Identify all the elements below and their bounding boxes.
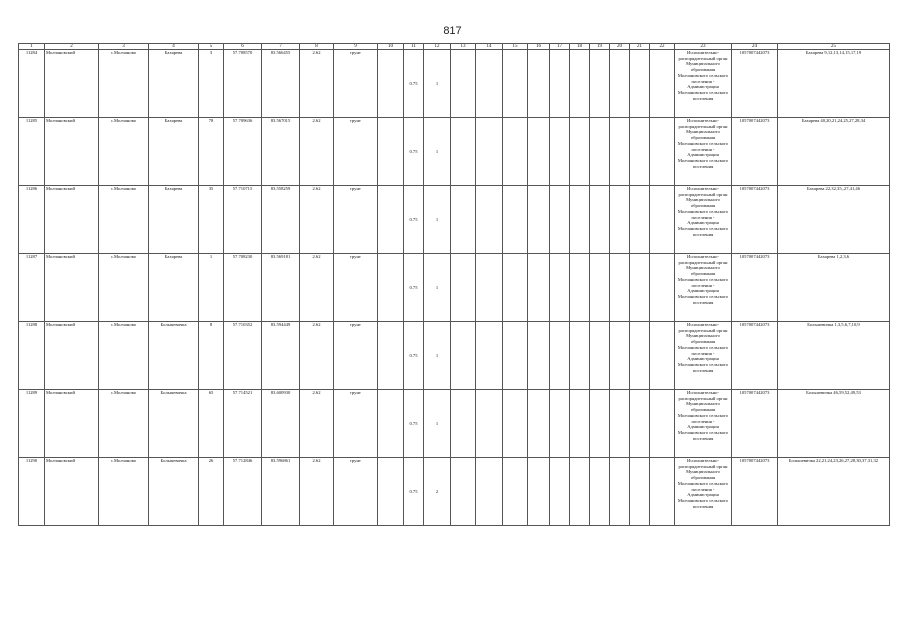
- empty-cell: [503, 458, 528, 526]
- street-name: Большевичка: [149, 458, 199, 526]
- empty-cell: [378, 390, 404, 458]
- latitude: 57.712846: [224, 458, 262, 526]
- empty-cell: [476, 390, 503, 458]
- register-table: [18, 43, 890, 526]
- empty-cell: [630, 118, 650, 186]
- empty-cell: [590, 254, 610, 322]
- record-id: 11288: [19, 322, 45, 390]
- value-col11: 0.75: [404, 322, 424, 390]
- empty-cell: [610, 322, 630, 390]
- value-col8: 2.62: [300, 118, 334, 186]
- empty-cell: [528, 118, 550, 186]
- page-number: 817: [443, 25, 462, 37]
- street-name: Большевичка: [149, 390, 199, 458]
- empty-cell: [476, 186, 503, 254]
- responsible-organization: Исполнительно-распорядительный орган Муниципального образования Молчановского сельского поселения - Администрация Молчановского сельского поселения: [675, 118, 732, 186]
- street-name: Бахарева: [149, 118, 199, 186]
- record-id: 11286: [19, 186, 45, 254]
- surface-type: грунт: [334, 50, 378, 118]
- house-number: 78: [199, 118, 224, 186]
- column-number: 7: [262, 44, 300, 50]
- value-col11: 0.75: [404, 186, 424, 254]
- empty-cell: [503, 254, 528, 322]
- empty-cell: [451, 186, 476, 254]
- responsible-organization: Исполнительно-распорядительный орган Муниципального образования Молчановского сельского поселения - Администрация Молчановского сельского поселения: [675, 322, 732, 390]
- value-col11: 0.75: [404, 254, 424, 322]
- empty-cell: [630, 390, 650, 458]
- column-number: 6: [224, 44, 262, 50]
- column-number: 4: [149, 44, 199, 50]
- house-number: 26: [199, 458, 224, 526]
- house-number: 35: [199, 186, 224, 254]
- served-addresses: Бахарева 40,20,21,24,25,27,28,34: [778, 118, 890, 186]
- ogrn-number: 1057007442073: [732, 322, 778, 390]
- served-addresses: Бахарева 9,12,13,14,15,17,19: [778, 50, 890, 118]
- table-row: [19, 186, 890, 254]
- column-number: 5: [199, 44, 224, 50]
- latitude: 57.709636: [224, 118, 262, 186]
- table-row: [19, 322, 890, 390]
- longitude: 83.558259: [262, 186, 300, 254]
- empty-cell: [610, 50, 630, 118]
- empty-cell: [451, 458, 476, 526]
- empty-cell: [650, 254, 675, 322]
- served-addresses: Бахарева 1,2,3,6: [778, 254, 890, 322]
- empty-cell: [630, 186, 650, 254]
- empty-cell: [650, 118, 675, 186]
- record-id: 11287: [19, 254, 45, 322]
- house-number: 65: [199, 390, 224, 458]
- street-name: Большевичка: [149, 322, 199, 390]
- empty-cell: [378, 50, 404, 118]
- empty-cell: [528, 50, 550, 118]
- empty-cell: [550, 254, 570, 322]
- empty-cell: [590, 390, 610, 458]
- empty-cell: [650, 322, 675, 390]
- empty-cell: [630, 458, 650, 526]
- longitude: 83.567015: [262, 118, 300, 186]
- empty-cell: [590, 50, 610, 118]
- value-col11: 0.75: [404, 118, 424, 186]
- empty-cell: [451, 322, 476, 390]
- settlement-name: с.Молчаново: [99, 390, 149, 458]
- empty-cell: [570, 254, 590, 322]
- house-number: 8: [199, 322, 224, 390]
- empty-cell: [528, 322, 550, 390]
- empty-cell: [503, 322, 528, 390]
- column-number: 14: [476, 44, 503, 50]
- settlement-name: с.Молчаново: [99, 322, 149, 390]
- surface-type: грунт: [334, 186, 378, 254]
- street-name: Бахарева: [149, 50, 199, 118]
- empty-cell: [451, 50, 476, 118]
- latitude: 57.708230: [224, 254, 262, 322]
- empty-cell: [476, 50, 503, 118]
- value-col12: 1: [424, 322, 451, 390]
- table-row: [19, 50, 890, 118]
- district-name: Молчановский: [45, 322, 99, 390]
- empty-cell: [570, 390, 590, 458]
- surface-type: грунт: [334, 458, 378, 526]
- empty-cell: [590, 118, 610, 186]
- empty-cell: [550, 390, 570, 458]
- empty-cell: [476, 118, 503, 186]
- longitude: 83.566455: [262, 50, 300, 118]
- column-number: 11: [404, 44, 424, 50]
- column-number: 10: [378, 44, 404, 50]
- latitude: 57.710715: [224, 186, 262, 254]
- district-name: Молчановский: [45, 390, 99, 458]
- empty-cell: [610, 458, 630, 526]
- empty-cell: [590, 186, 610, 254]
- ogrn-number: 1057007442073: [732, 186, 778, 254]
- value-col12: 2: [424, 458, 451, 526]
- empty-cell: [550, 458, 570, 526]
- settlement-name: с.Молчаново: [99, 118, 149, 186]
- ogrn-number: 1057007442073: [732, 390, 778, 458]
- value-col8: 2.62: [300, 390, 334, 458]
- empty-cell: [630, 50, 650, 118]
- value-col11: 0.75: [404, 458, 424, 526]
- empty-cell: [451, 118, 476, 186]
- column-number: 8: [300, 44, 334, 50]
- table-row: [19, 254, 890, 322]
- longitude: 83.594449: [262, 322, 300, 390]
- latitude: 57.714521: [224, 390, 262, 458]
- column-number: 13: [451, 44, 476, 50]
- empty-cell: [528, 458, 550, 526]
- settlement-name: с.Молчаново: [99, 50, 149, 118]
- value-col12: 1: [424, 254, 451, 322]
- value-col12: 1: [424, 50, 451, 118]
- empty-cell: [503, 50, 528, 118]
- record-id: 11285: [19, 118, 45, 186]
- empty-cell: [570, 458, 590, 526]
- column-number: 20: [610, 44, 630, 50]
- column-number: 16: [528, 44, 550, 50]
- street-name: Бахарева: [149, 186, 199, 254]
- value-col8: 2.62: [300, 186, 334, 254]
- value-col12: 1: [424, 390, 451, 458]
- empty-cell: [378, 186, 404, 254]
- empty-cell: [378, 322, 404, 390]
- longitude: 83.569181: [262, 254, 300, 322]
- table-row: [19, 390, 890, 458]
- value-col11: 0.75: [404, 390, 424, 458]
- empty-cell: [610, 390, 630, 458]
- house-number: 3: [199, 50, 224, 118]
- settlement-name: с.Молчаново: [99, 186, 149, 254]
- responsible-organization: Исполнительно-распорядительный орган Муниципального образования Молчановского сельского поселения - Администрация Молчановского сельского поселения: [675, 186, 732, 254]
- column-number: 21: [630, 44, 650, 50]
- empty-cell: [476, 254, 503, 322]
- column-number: 18: [570, 44, 590, 50]
- value-col8: 2.62: [300, 322, 334, 390]
- column-number: 2: [45, 44, 99, 50]
- longitude: 83.596861: [262, 458, 300, 526]
- empty-cell: [610, 186, 630, 254]
- longitude: 83.600930: [262, 390, 300, 458]
- empty-cell: [378, 254, 404, 322]
- settlement-name: с.Молчаново: [99, 254, 149, 322]
- record-id: 11289: [19, 390, 45, 458]
- value-col12: 1: [424, 118, 451, 186]
- empty-cell: [570, 186, 590, 254]
- empty-cell: [528, 390, 550, 458]
- settlement-name: с.Молчаново: [99, 458, 149, 526]
- served-addresses: Бахарева 22,32,35,,27,41,46: [778, 186, 890, 254]
- latitude: 57.708570: [224, 50, 262, 118]
- empty-cell: [378, 118, 404, 186]
- empty-cell: [650, 50, 675, 118]
- ogrn-number: 1057007442073: [732, 50, 778, 118]
- district-name: Молчановский: [45, 118, 99, 186]
- empty-cell: [610, 254, 630, 322]
- responsible-organization: Исполнительно-распорядительный орган Муниципального образования Молчановского сельского поселения - Администрация Молчановского сельского поселения: [675, 390, 732, 458]
- surface-type: грунт: [334, 390, 378, 458]
- responsible-organization: Исполнительно-распорядительный орган Муниципального образования Молчановского сельского поселения - Администрация Молчановского сельского поселения: [675, 254, 732, 322]
- empty-cell: [590, 458, 610, 526]
- empty-cell: [570, 50, 590, 118]
- empty-cell: [570, 118, 590, 186]
- column-number: 23: [675, 44, 732, 50]
- column-number: 22: [650, 44, 675, 50]
- empty-cell: [503, 118, 528, 186]
- responsible-organization: Исполнительно-распорядительный орган Муниципального образования Молчановского сельского поселения - Администрация Молчановского сельского поселения: [675, 50, 732, 118]
- surface-type: грунт: [334, 322, 378, 390]
- empty-cell: [590, 322, 610, 390]
- value-col8: 2.62: [300, 254, 334, 322]
- ogrn-number: 1057007442073: [732, 118, 778, 186]
- column-number: 12: [424, 44, 451, 50]
- column-number: 1: [19, 44, 45, 50]
- ogrn-number: 1057007442073: [732, 458, 778, 526]
- district-name: Молчановский: [45, 254, 99, 322]
- empty-cell: [650, 390, 675, 458]
- empty-cell: [451, 254, 476, 322]
- empty-cell: [378, 458, 404, 526]
- empty-cell: [476, 322, 503, 390]
- empty-cell: [528, 254, 550, 322]
- column-number: 15: [503, 44, 528, 50]
- empty-cell: [503, 186, 528, 254]
- empty-cell: [528, 186, 550, 254]
- house-number: 1: [199, 254, 224, 322]
- street-name: Бахарева: [149, 254, 199, 322]
- column-number: 17: [550, 44, 570, 50]
- latitude: 57.710352: [224, 322, 262, 390]
- empty-cell: [650, 186, 675, 254]
- empty-cell: [550, 186, 570, 254]
- column-number: 19: [590, 44, 610, 50]
- ogrn-number: 1057007442073: [732, 254, 778, 322]
- empty-cell: [476, 458, 503, 526]
- record-id: 11284: [19, 50, 45, 118]
- empty-cell: [650, 458, 675, 526]
- surface-type: грунт: [334, 118, 378, 186]
- column-number: 9: [334, 44, 378, 50]
- district-name: Молчановский: [45, 186, 99, 254]
- district-name: Молчановский: [45, 458, 99, 526]
- value-col8: 2.62: [300, 458, 334, 526]
- empty-cell: [550, 322, 570, 390]
- record-id: 11290: [19, 458, 45, 526]
- empty-cell: [503, 390, 528, 458]
- table-row: [19, 118, 890, 186]
- empty-cell: [451, 390, 476, 458]
- served-addresses: Большевичка 46,59,52,49,53: [778, 390, 890, 458]
- value-col11: 0.75: [404, 50, 424, 118]
- empty-cell: [550, 118, 570, 186]
- value-col8: 2.62: [300, 50, 334, 118]
- surface-type: грунт: [334, 254, 378, 322]
- empty-cell: [630, 254, 650, 322]
- served-addresses: Большевичка 1,3,5,6,7,10,9: [778, 322, 890, 390]
- column-number: 3: [99, 44, 149, 50]
- empty-cell: [630, 322, 650, 390]
- responsible-organization: Исполнительно-распорядительный орган Муниципального образования Молчановского сельского поселения - Администрация Молчановского сельского поселения: [675, 458, 732, 526]
- empty-cell: [550, 50, 570, 118]
- column-number: 25: [778, 44, 890, 50]
- district-name: Молчановский: [45, 50, 99, 118]
- table-row: [19, 458, 890, 526]
- served-addresses: Большевичка 22,21,24,23,26,27,28,30,37,31,32: [778, 458, 890, 526]
- empty-cell: [610, 118, 630, 186]
- empty-cell: [570, 322, 590, 390]
- column-number: 24: [732, 44, 778, 50]
- value-col12: 1: [424, 186, 451, 254]
